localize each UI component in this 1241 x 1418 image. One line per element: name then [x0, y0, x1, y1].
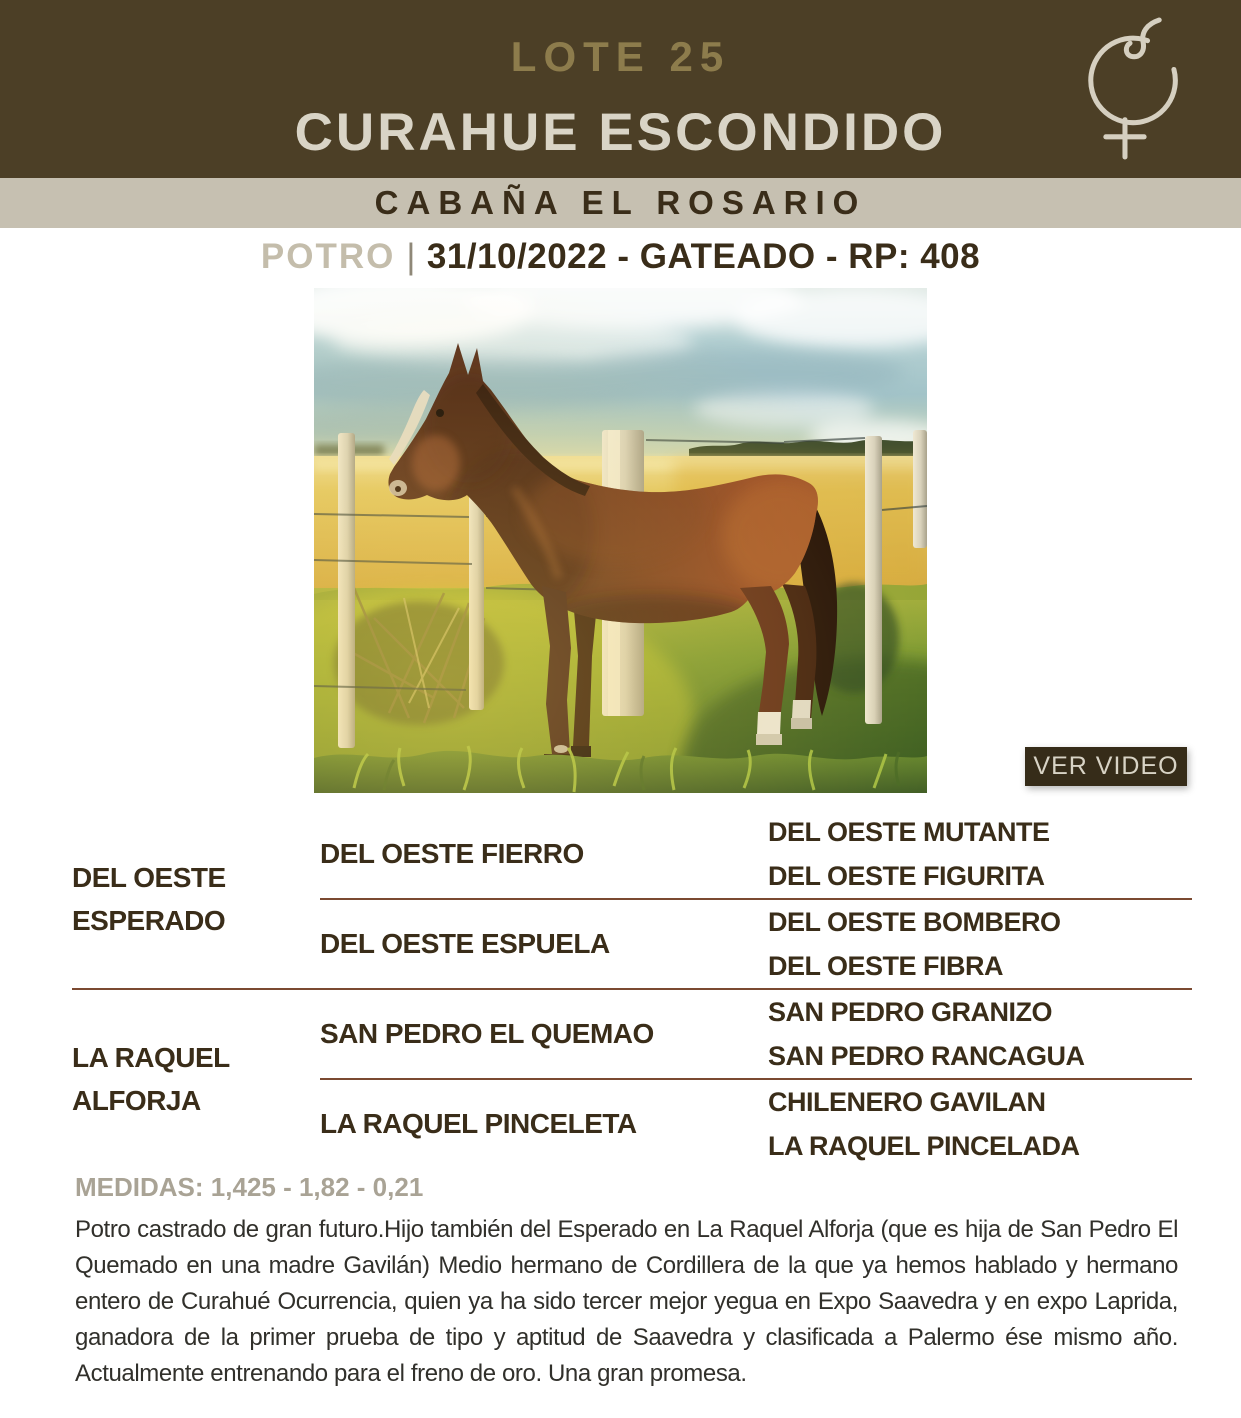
- ancestor-name: DEL OESTE FIGURITA: [768, 860, 1045, 891]
- separator: |: [406, 237, 416, 276]
- sire-name: [72, 810, 320, 988]
- ancestor-name: LA RAQUEL PINCELADA: [768, 1130, 1080, 1161]
- info-line: [0, 237, 1241, 281]
- header: [0, 0, 1241, 178]
- dam-name-line2: ALFORJA: [72, 1085, 201, 1116]
- dam-sire-name: SAN PEDRO EL QUEMAO: [320, 1018, 654, 1049]
- ancestor-name: CHILENERO GAVILAN: [768, 1086, 1046, 1117]
- dam-sire-parents: [768, 990, 1192, 1078]
- ancestor-name: SAN PEDRO GRANIZO: [768, 996, 1053, 1027]
- ancestor-name: DEL OESTE MUTANTE: [768, 816, 1050, 847]
- pedigree-dam-half: [72, 988, 1192, 1168]
- page-title: CURAHUE ESCONDIDO: [294, 103, 947, 162]
- cabana-name: CABAÑA EL ROSARIO: [374, 184, 867, 221]
- sire-sire-parents: [768, 810, 1192, 898]
- sire-dam-parents: [768, 900, 1192, 988]
- photo-section: [0, 288, 1241, 800]
- sire-sire-name: DEL OESTE FIERRO: [320, 838, 584, 869]
- medidas-line: [75, 1172, 1241, 1203]
- birth-coat-rp: 31/10/2022 - GATEADO - RP: 408: [426, 237, 981, 276]
- sire-name-line1: DEL OESTE: [72, 862, 226, 893]
- medidas-label: MEDIDAS:: [75, 1172, 204, 1202]
- medidas-values: 1,425 - 1,82 - 0,21: [210, 1172, 424, 1202]
- brand-logo-icon: [1071, 16, 1185, 162]
- ancestor-name: DEL OESTE BOMBERO: [768, 906, 1061, 937]
- dam-ancestors: [320, 990, 1192, 1168]
- lot-description: Potro castrado de gran futuro.Hijo también del Esperado en La Raquel Alforja (que es hija de San Pedro El Quemado en una madre Gavilán) Medio hermano de Cordillera de la que ya hemos hablado y hermano entero de Curahué Ocurrencia, quien ya ha sido tercer mejor yegua en Expo Saavedra y en expo Laprida, ganadora de la primer prueba de tipo y aptitud de Saavedra y clasificada a Palermo ése mismo año. Actualmente entrenando para el freno de oro. Una gran promesa.: [75, 1216, 1178, 1387]
- ancestor-name: SAN PEDRO RANCAGUA: [768, 1040, 1085, 1071]
- dam-dam-block: [320, 1078, 1192, 1168]
- dam-dam-parents: [768, 1080, 1192, 1168]
- category-label: POTRO: [260, 237, 396, 276]
- ancestor-name: DEL OESTE FIBRA: [768, 950, 1004, 981]
- dam-name-line1: LA RAQUEL: [72, 1042, 230, 1073]
- dam-sire-block: [320, 990, 1192, 1078]
- sire-ancestors: [320, 810, 1192, 988]
- sire-dam-block: [320, 898, 1192, 988]
- pedigree-sire-half: [72, 810, 1192, 988]
- sire-dam-name: DEL OESTE ESPUELA: [320, 928, 610, 959]
- ver-video-button[interactable]: VER VIDEO: [1025, 747, 1187, 786]
- sire-sire-block: [320, 810, 1192, 898]
- pedigree-table: [72, 810, 1192, 1168]
- dam-name: [72, 990, 320, 1168]
- lot-number: LOTE 25: [510, 33, 731, 80]
- sire-name-line2: ESPERADO: [72, 905, 226, 936]
- horse-photo-illustration: [314, 288, 927, 793]
- cabana-band: [0, 178, 1241, 228]
- horse-photo: [314, 288, 927, 793]
- dam-dam-name: LA RAQUEL PINCELETA: [320, 1108, 637, 1139]
